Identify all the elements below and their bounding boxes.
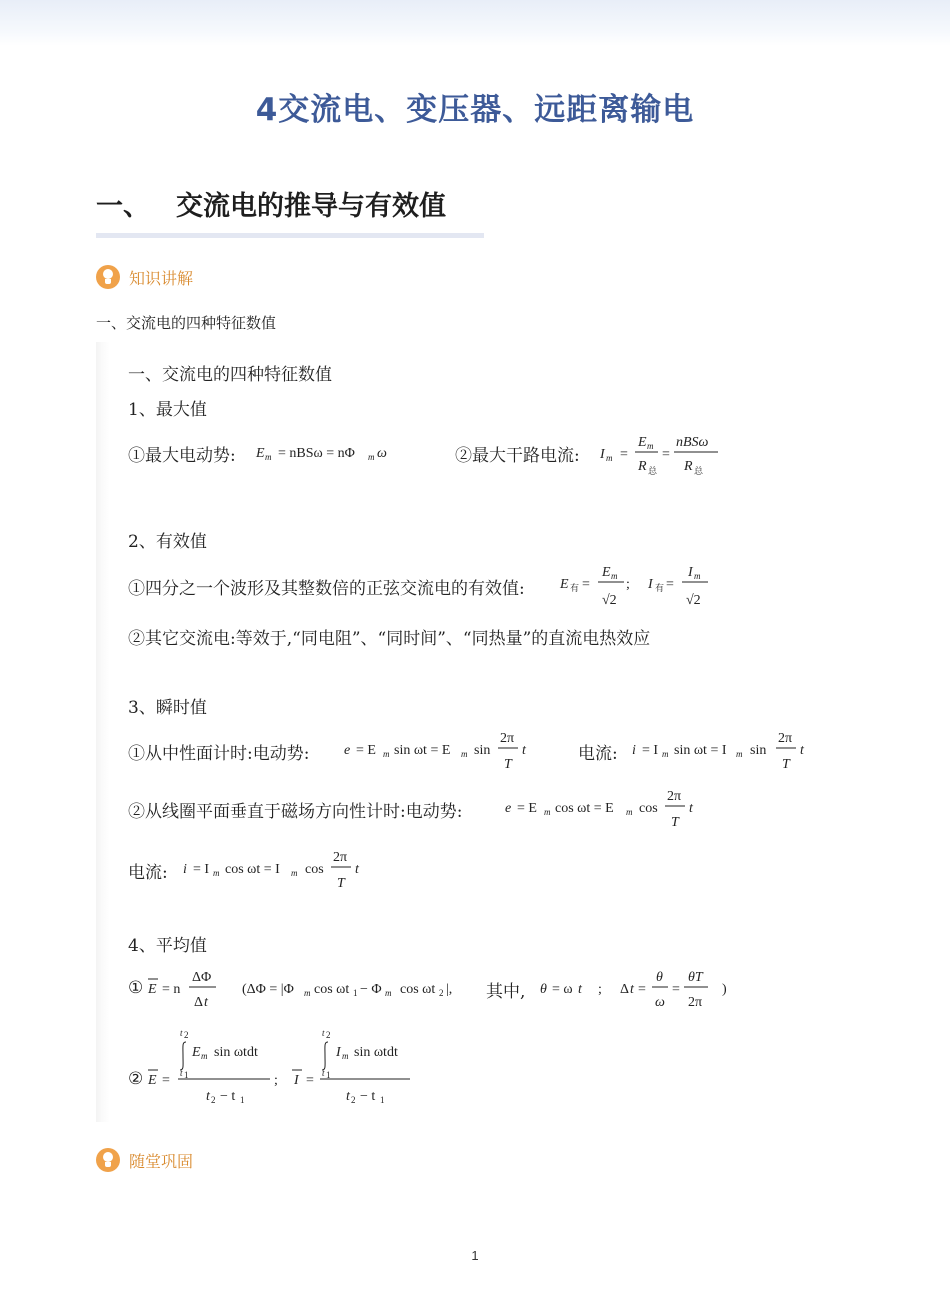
svg-text:= ω: = ω <box>552 982 573 997</box>
instant-neutral-label: ①从中性面计时:电动势: <box>128 744 310 764</box>
svg-text:sin ωt = I: sin ωt = I <box>674 743 727 758</box>
svg-text:1: 1 <box>184 1070 189 1080</box>
svg-text:|,: |, <box>446 982 453 997</box>
svg-text:t: t <box>180 1028 183 1038</box>
svg-text:总: 总 <box>694 466 704 476</box>
svg-text:I: I <box>336 1045 341 1060</box>
svg-text:=: = <box>162 1073 170 1088</box>
svg-text:cos: cos <box>305 862 324 877</box>
effective-sine-label: ①四分之一个波形及其整数倍的正弦交流电的有效值: <box>128 579 525 599</box>
svg-text:t: t <box>630 982 634 997</box>
svg-text:= n: = n <box>162 982 181 997</box>
svg-text:m: m <box>544 807 551 817</box>
svg-text:m: m <box>304 988 311 998</box>
svg-text:E: E <box>560 577 569 592</box>
svg-text:m: m <box>385 988 392 998</box>
svg-text:m: m <box>291 868 298 878</box>
svg-text:2: 2 <box>351 1095 356 1105</box>
instant-current-label: 电流: <box>578 744 618 764</box>
svg-text:= I: = I <box>642 743 659 758</box>
svg-text:I: I <box>600 447 605 462</box>
svg-text:I: I <box>648 577 653 592</box>
svg-text:θT: θT <box>688 970 703 985</box>
svg-text:1: 1 <box>240 1095 245 1105</box>
average-where-label: 其中, <box>486 982 526 1002</box>
svg-text:m: m <box>201 1051 208 1061</box>
svg-text:m: m <box>647 441 654 451</box>
svg-text:I: I <box>294 1073 299 1088</box>
svg-text:2π: 2π <box>778 731 793 746</box>
svg-text:2: 2 <box>439 988 444 998</box>
svg-text:2: 2 <box>211 1095 216 1105</box>
effective-formula <box>560 560 720 610</box>
svg-text:= nBSω = nΦ: = nBSω = nΦ <box>278 446 355 461</box>
instant-perp-emf-formula <box>505 786 705 832</box>
svg-text:nBSω: nBSω <box>676 435 709 450</box>
svg-text:ΔΦ: ΔΦ <box>192 970 212 985</box>
svg-text:=: = <box>662 447 670 462</box>
page-number: 1 <box>471 1248 479 1263</box>
svg-text:m: m <box>611 571 618 581</box>
svg-text:Δ: Δ <box>194 995 204 1010</box>
section-title: 交流电的推导与有效值 <box>176 191 446 222</box>
svg-text:E: E <box>638 435 647 450</box>
svg-text:√2: √2 <box>686 593 701 608</box>
svg-text:t: t <box>522 743 526 758</box>
document-title: 4交流电、变压器、远距离输电 <box>255 92 695 128</box>
svg-text:有: 有 <box>570 583 580 593</box>
section-heading <box>96 184 446 223</box>
svg-text:θ: θ <box>656 970 663 985</box>
svg-text:ω: ω <box>377 446 387 461</box>
svg-text:2π: 2π <box>333 850 348 865</box>
instant-perp-label: ②从线圈平面垂直于磁场方向性计时:电动势: <box>128 802 463 822</box>
svg-text:− t: − t <box>360 1089 376 1104</box>
svg-text:2π: 2π <box>667 789 682 804</box>
svg-text:cos ωt: cos ωt <box>314 982 350 997</box>
svg-text:=: = <box>672 982 680 997</box>
instant-heading: 3、瞬时值 <box>128 698 207 718</box>
svg-text:= E: = E <box>356 743 376 758</box>
practice-tag-label: 随堂巩固 <box>129 1151 194 1171</box>
svg-text:m: m <box>368 452 375 462</box>
svg-text:t: t <box>204 995 208 1010</box>
svg-text:θ: θ <box>540 982 547 997</box>
max-emf-label: ①最大电动势: <box>128 446 236 466</box>
svg-text:m: m <box>461 749 468 759</box>
svg-text:sin: sin <box>474 743 491 758</box>
svg-text:E: E <box>256 446 265 461</box>
instant-perp-current-formula <box>183 847 383 893</box>
section-number: 一、 <box>96 191 150 222</box>
svg-text:m: m <box>213 868 220 878</box>
svg-text:m: m <box>694 571 701 581</box>
svg-text:T: T <box>782 757 790 772</box>
sub-heading: 一、交流电的四种特征数值 <box>96 314 277 332</box>
svg-text:= E: = E <box>517 801 537 816</box>
svg-text:sin ωtdt: sin ωtdt <box>354 1045 398 1060</box>
svg-text:m: m <box>662 749 669 759</box>
svg-text:t: t <box>322 1068 325 1078</box>
svg-text:m: m <box>265 452 272 462</box>
svg-text:sin ωtdt: sin ωtdt <box>214 1045 258 1060</box>
effective-other-label: ②其它交流电:等效于,“同电阻”、“同时间”、“同热量”的直流电热效应 <box>128 629 651 649</box>
svg-text:有: 有 <box>655 583 665 593</box>
svg-text:i: i <box>183 862 187 877</box>
svg-text:cos ωt = E: cos ωt = E <box>555 801 614 816</box>
average-formula-1 <box>128 966 408 1014</box>
instant-current-formula <box>632 728 822 774</box>
svg-text:②: ② <box>128 1069 144 1088</box>
svg-text:t: t <box>180 1068 183 1078</box>
svg-text:2π: 2π <box>500 731 515 746</box>
svg-text:cos ωt = I: cos ωt = I <box>225 862 280 877</box>
svg-text:i: i <box>632 743 636 758</box>
svg-text:m: m <box>736 749 743 759</box>
effective-heading: 2、有效值 <box>128 532 207 552</box>
average-heading: 4、平均值 <box>128 936 207 956</box>
svg-text:sin ωt = E: sin ωt = E <box>394 743 451 758</box>
lightbulb-icon <box>96 265 120 289</box>
svg-text:ω: ω <box>655 995 665 1010</box>
header-band <box>0 0 950 46</box>
svg-text:− Φ: − Φ <box>360 982 382 997</box>
svg-text:m: m <box>342 1051 349 1061</box>
svg-text:t: t <box>346 1089 350 1104</box>
svg-text:=: = <box>582 577 590 592</box>
svg-text:e: e <box>344 743 351 758</box>
svg-text:t: t <box>206 1089 210 1104</box>
svg-text:Δ: Δ <box>620 982 630 997</box>
content-heading: 一、交流电的四种特征数值 <box>128 365 332 385</box>
svg-text:t: t <box>322 1028 325 1038</box>
svg-text:1: 1 <box>353 988 358 998</box>
svg-text:;: ; <box>598 982 602 997</box>
knowledge-tag <box>96 265 193 289</box>
svg-text:I: I <box>688 565 693 580</box>
svg-text:t: t <box>355 862 359 877</box>
instant-perp-current-label: 电流: <box>128 863 168 883</box>
svg-text:E: E <box>148 982 157 997</box>
svg-text:=: = <box>306 1073 314 1088</box>
svg-text:1: 1 <box>326 1070 331 1080</box>
svg-text:t: t <box>689 801 693 816</box>
svg-text:− t: − t <box>220 1089 236 1104</box>
svg-text:R: R <box>638 459 647 474</box>
svg-text:①: ① <box>128 978 144 997</box>
svg-text:;: ; <box>626 577 630 592</box>
svg-text:m: m <box>606 453 613 463</box>
svg-text:T: T <box>337 876 345 891</box>
svg-text:2: 2 <box>326 1030 331 1040</box>
svg-text:m: m <box>626 807 633 817</box>
svg-text:=: = <box>638 982 646 997</box>
average-formula-2 <box>128 1026 428 1106</box>
lightbulb-icon <box>96 1148 120 1172</box>
section-underline <box>96 233 484 238</box>
svg-text:2: 2 <box>184 1030 189 1040</box>
svg-text:1: 1 <box>380 1095 385 1105</box>
max-emf-formula <box>256 438 406 466</box>
svg-text:T: T <box>671 815 679 830</box>
knowledge-tag-label: 知识讲解 <box>129 268 194 288</box>
average-formula-1c <box>540 966 740 1014</box>
svg-text:E: E <box>602 565 611 580</box>
svg-text:sin: sin <box>750 743 767 758</box>
svg-text:cos: cos <box>639 801 658 816</box>
svg-text:=: = <box>666 577 674 592</box>
svg-text:T: T <box>504 757 512 772</box>
max-current-formula <box>598 430 728 480</box>
svg-text:cos ωt: cos ωt <box>400 982 436 997</box>
practice-tag <box>96 1148 193 1172</box>
svg-text:m: m <box>383 749 390 759</box>
svg-text:(ΔΦ = |Φ: (ΔΦ = |Φ <box>242 982 294 997</box>
svg-text:): ) <box>722 982 727 997</box>
svg-text:;: ; <box>274 1073 278 1088</box>
svg-text:总: 总 <box>648 466 658 476</box>
svg-text:t: t <box>800 743 804 758</box>
max-current-label: ②最大干路电流: <box>455 446 580 466</box>
svg-text:= I: = I <box>193 862 210 877</box>
svg-text:e: e <box>505 801 512 816</box>
svg-text:2π: 2π <box>688 995 703 1010</box>
svg-text:t: t <box>578 982 582 997</box>
svg-text:√2: √2 <box>602 593 617 608</box>
svg-text:=: = <box>620 447 628 462</box>
svg-text:R: R <box>684 459 693 474</box>
max-heading: 1、最大值 <box>128 400 207 420</box>
svg-text:E: E <box>148 1073 157 1088</box>
instant-emf-formula <box>344 728 534 774</box>
svg-text:E: E <box>192 1045 201 1060</box>
